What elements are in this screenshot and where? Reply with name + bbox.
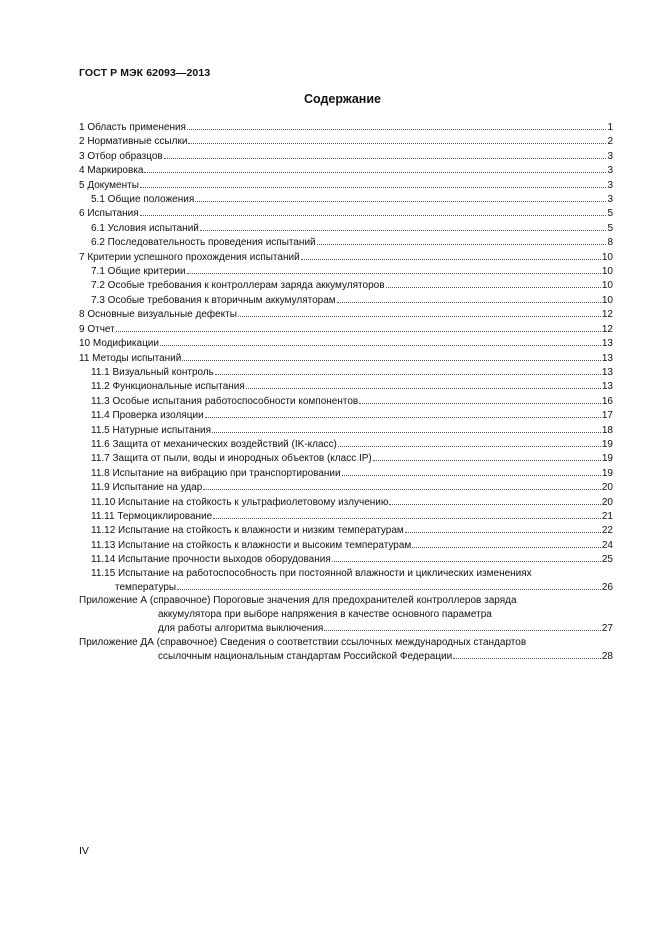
toc-page-number: 26: [601, 582, 613, 593]
toc-entry[interactable]: [91, 264, 613, 278]
toc-entry[interactable]: [91, 523, 613, 537]
toc-page-number: 22: [601, 525, 613, 537]
toc-page-number: 3: [607, 165, 613, 177]
toc-entry-text: 11.15 Испытание на работоспособность при постоянной влажности и циклических изменениях: [91, 567, 532, 579]
toc-entry[interactable]: [91, 495, 613, 509]
toc-entry[interactable]: [79, 120, 613, 134]
toc-entry-text: 11.3 Особые испытания работоспособности компонентов: [91, 395, 359, 407]
toc-entries: [79, 120, 613, 567]
toc-page-number: 13: [601, 366, 613, 378]
toc-page-number: 19: [601, 467, 613, 479]
toc-entry[interactable]: [79, 206, 613, 220]
toc-entry-text: 11.6 Защита от механических воздействий (IK-класс): [91, 438, 337, 450]
dot-leader: [187, 264, 601, 274]
toc-entry[interactable]: [91, 509, 613, 523]
toc-page-number: 10: [601, 266, 613, 278]
toc-entry-text: 6.1 Условия испытаний: [91, 222, 199, 234]
toc-page-number: 12: [601, 323, 613, 335]
toc-entry[interactable]: [91, 408, 613, 422]
page-title: Содержание: [303, 92, 381, 106]
dot-leader: [200, 221, 607, 231]
dot-leader: [213, 509, 601, 519]
dot-leader: [373, 451, 601, 461]
document-header: ГОСТ Р МЭК 62093—2013: [79, 67, 211, 79]
dot-leader: [332, 552, 601, 562]
toc-entry-text: 11.2 Функциональные испытания: [91, 381, 245, 393]
toc-entry[interactable]: [79, 336, 613, 350]
dot-leader: [389, 495, 601, 505]
dot-leader: [116, 322, 601, 332]
toc-entry-text: температуры: [115, 582, 177, 593]
dot-leader: [140, 206, 607, 216]
toc-entry-text: 11.4 Проверка изоляции: [91, 410, 204, 422]
toc-page-number: 20: [601, 496, 613, 508]
toc-page-number: 18: [601, 424, 613, 436]
toc-entry-text: для работы алгоритма выключения: [158, 623, 324, 635]
toc-entry[interactable]: [91, 293, 613, 307]
toc-entry[interactable]: [91, 437, 613, 451]
toc-entry-text: 1 Область применения: [79, 122, 186, 133]
toc-page-number: 13: [601, 352, 613, 364]
dot-leader: [177, 580, 601, 590]
dot-leader: [140, 178, 607, 188]
dot-leader: [405, 523, 601, 533]
toc-page-number: 8: [607, 237, 613, 249]
dot-leader: [187, 120, 606, 130]
toc-entry[interactable]: [91, 423, 613, 437]
toc-entry-text: 11.10 Испытание на стойкость к ультрафиолетовому излучению: [91, 496, 389, 508]
toc-entry[interactable]: [91, 538, 613, 552]
toc-entry-11-15[interactable]: [91, 567, 613, 595]
toc-page-number: 19: [601, 438, 613, 450]
toc-entry[interactable]: [91, 192, 613, 206]
toc-page-number: 13: [601, 338, 613, 350]
toc-entry-text: 11.5 Натурные испытания: [91, 424, 211, 436]
toc-entry-text: 7.3 Особые требования к вторичным аккумуляторам: [91, 294, 336, 306]
toc-page-number: 10: [601, 280, 613, 292]
toc-entry[interactable]: [79, 178, 613, 192]
dot-leader: [212, 423, 601, 433]
table-of-contents: [79, 120, 613, 663]
toc-page-number: 1: [607, 122, 613, 133]
toc-entry[interactable]: [91, 480, 613, 494]
toc-entry-text: Приложение ДА (справочное) Сведения о соответствии ссылочных международных стандартов: [79, 636, 527, 648]
toc-entry-text: 5 Документы: [79, 179, 139, 191]
toc-entry-text: 10 Модификации: [79, 338, 159, 350]
toc-page-number: 28: [601, 651, 613, 663]
dot-leader: [359, 394, 601, 404]
toc-entry-text: 5.1 Общие положения: [91, 194, 195, 206]
toc-page-number: 21: [601, 510, 613, 522]
toc-page-number: 16: [601, 395, 613, 407]
toc-page-number: 10: [601, 294, 613, 306]
toc-entry-text: 11.11 Термоциклирование: [91, 510, 213, 522]
toc-entry-text: Приложение А (справочное) Пороговые значения для предохранителей контроллеров заряда: [79, 595, 517, 607]
dot-leader: [215, 365, 601, 375]
toc-entry-text: 2 Нормативные ссылки: [79, 136, 188, 148]
toc-entry[interactable]: [91, 365, 613, 379]
dot-leader: [238, 307, 601, 317]
dot-leader: [301, 250, 601, 260]
toc-page-number: 3: [607, 179, 613, 191]
dot-leader: [337, 293, 601, 303]
toc-entry-text: 9 Отчет: [79, 323, 115, 335]
dot-leader: [188, 134, 606, 144]
toc-entry-text: аккумулятора при выборе напряжения в качестве основного параметра: [158, 608, 492, 620]
dot-leader: [160, 336, 601, 346]
toc-entry-text: 7 Критерии успешного прохождения испытаний: [79, 251, 300, 263]
toc-entry[interactable]: [91, 451, 613, 465]
toc-page-number: 20: [601, 482, 613, 494]
toc-entry-text: 11.7 Защита от пыли, воды и инородных объектов (класс IP): [91, 453, 372, 465]
toc-page-number: 5: [607, 208, 613, 220]
toc-entry[interactable]: [79, 322, 613, 336]
toc-entry-text: 11.9 Испытание на удар: [91, 482, 203, 494]
toc-page-number: 12: [601, 309, 613, 321]
toc-entry-text: 11.12 Испытание на стойкость к влажности и низким температурам: [91, 525, 404, 537]
toc-entry-text: ссылочным национальным стандартам Российской Федерации: [158, 651, 453, 663]
toc-page-number: 2: [607, 136, 613, 148]
toc-entry[interactable]: [91, 379, 613, 393]
dot-leader: [195, 192, 606, 202]
toc-entry-text: 7.2 Особые требования к контроллерам заряда аккумуляторов: [91, 280, 385, 292]
toc-page-number: 3: [607, 150, 613, 162]
toc-entry-appendix-da[interactable]: [79, 636, 613, 664]
toc-page-number: 19: [601, 453, 613, 465]
dot-leader: [412, 538, 601, 548]
toc-entry[interactable]: [79, 163, 613, 177]
toc-page-number: 10: [601, 251, 613, 263]
toc-entry-text: 8 Основные визуальные дефекты: [79, 309, 237, 321]
toc-entry[interactable]: [79, 134, 613, 148]
dot-leader: [317, 235, 607, 245]
toc-entry-text: 6 Испытания: [79, 208, 139, 220]
toc-page-number: 25: [601, 554, 613, 566]
toc-entry[interactable]: [91, 235, 613, 249]
toc-entry[interactable]: [79, 351, 613, 365]
toc-entry-text: 11.1 Визуальный контроль: [91, 366, 214, 378]
toc-entry[interactable]: [79, 250, 613, 264]
dot-leader: [164, 149, 607, 159]
dot-leader: [324, 621, 601, 631]
toc-entry-text: 3 Отбор образцов: [79, 150, 163, 162]
toc-page-number: 17: [601, 410, 613, 422]
toc-entry-text: 11.8 Испытание на вибрацию при транспортировании: [91, 467, 341, 479]
toc-entry[interactable]: [91, 552, 613, 566]
toc-entry-text: 6.2 Последовательность проведения испытаний: [91, 237, 316, 249]
dot-leader: [453, 649, 601, 659]
toc-entry-appendix-a[interactable]: [79, 594, 613, 635]
toc-entry[interactable]: [79, 149, 613, 163]
dot-leader: [205, 408, 601, 418]
dot-leader: [203, 480, 601, 490]
dot-leader: [386, 278, 601, 288]
page-number-footer: IV: [79, 845, 89, 857]
toc-entry[interactable]: [79, 307, 613, 321]
toc-page-number: 13: [601, 381, 613, 393]
toc-entry-text: 7.1 Общие критерии: [91, 266, 186, 278]
toc-page-number: 27: [601, 623, 613, 635]
toc-entry[interactable]: [91, 221, 613, 235]
dot-leader: [246, 379, 601, 389]
toc-page-number: 5: [607, 222, 613, 234]
toc-page-number: 3: [607, 194, 613, 206]
toc-entry-text: 11 Методы испытаний: [79, 352, 182, 364]
dot-leader: [338, 437, 601, 447]
toc-entry-text: 4 Маркировка: [79, 165, 144, 177]
dot-leader: [182, 351, 601, 361]
toc-entry-text: 11.14 Испытание прочности выходов оборудования: [91, 554, 331, 566]
toc-entry[interactable]: [91, 466, 613, 480]
toc-entry[interactable]: [91, 278, 613, 292]
dot-leader: [144, 163, 606, 173]
toc-page-number: 24: [601, 539, 613, 551]
toc-entry-text: 11.13 Испытание на стойкость к влажности и высоким температурам: [91, 539, 412, 551]
dot-leader: [342, 466, 601, 476]
toc-entry[interactable]: [91, 394, 613, 408]
